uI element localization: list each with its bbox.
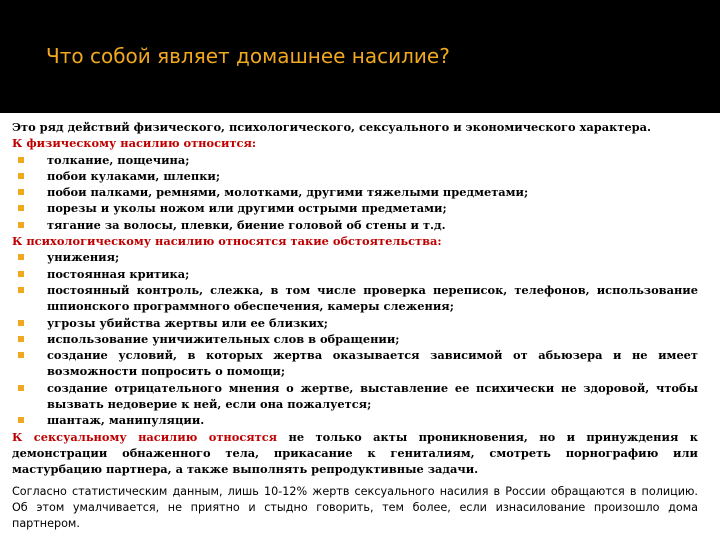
bullet-icon <box>18 173 24 179</box>
psych-heading: К психологическому насилию относятся такие обстоятельства: <box>12 234 442 249</box>
bullet-icon <box>18 205 24 211</box>
bullet-icon <box>18 157 24 163</box>
bullet-icon <box>18 417 24 423</box>
physical-list <box>12 152 698 233</box>
bullet-icon <box>18 352 24 358</box>
sexual-heading: К сексуальному насилию относятся <box>12 429 278 444</box>
list-item: унижения; <box>12 249 698 265</box>
list-item: побои палками, ремнями, молотками, другими тяжелыми предметами; <box>12 184 698 200</box>
bullet-icon <box>18 222 24 228</box>
slide-body <box>12 119 698 532</box>
list-item: порезы и уколы ножом или другими острыми предметами; <box>12 200 698 216</box>
physical-heading: К физическому насилию относится: <box>12 136 257 151</box>
list-item: использование уничижительных слов в обращении; <box>12 331 698 347</box>
bullet-icon <box>18 189 24 195</box>
bullet-icon <box>18 254 24 260</box>
list-item: создание отрицательного мнения о жертве, выставление ее психически не здоровой, чтобы вызвать недоверие к ней, если она пожалуется; <box>12 380 698 413</box>
list-item: угрозы убийства жертвы или ее близких; <box>12 315 698 331</box>
statistics-text: Согласно статистическим данным, лишь 10-12% жертв сексуального насилия в России обращаются в полицию. Об этом умалчивается, не приятно и стыдно говорить, тем более, если изнасилование произошло дома партнером. <box>12 484 698 530</box>
bullet-icon <box>18 320 24 326</box>
sexual-paragraph <box>12 429 698 478</box>
list-item: тягание за волосы, плевки, биение головой об стены и т.д. <box>12 217 698 233</box>
bullet-icon <box>18 271 24 277</box>
sexual-text: не только акты проникновения, но и принуждения к демонстрации обнаженного тела, прикасание к гениталиям, смотреть порнографию или мастурбацию партнера, а также выполнять репродуктивные задачи. <box>12 429 698 477</box>
list-item: постоянный контроль, слежка, в том числе проверка переписок, телефонов, использование шпионского программного обеспечения, камеры слежения; <box>12 282 698 315</box>
bullet-icon <box>18 385 24 391</box>
list-item: побои кулаками, шлепки; <box>12 168 698 184</box>
list-item: постоянная критика; <box>12 266 698 282</box>
intro-text: Это ряд действий физического, психологического, сексуального и экономического характера. <box>12 120 651 134</box>
list-item: создание условий, в которых жертва оказывается зависимой от абьюзера и не имеет возможности попросить о помощи; <box>12 347 698 380</box>
list-item: шантаж, манипуляции. <box>12 412 698 428</box>
slide-title: Что собой являет домашнее насилие? <box>46 44 450 68</box>
bullet-icon <box>18 287 24 293</box>
list-item: толкание, пощечина; <box>12 152 698 168</box>
slide-header <box>0 0 720 113</box>
bullet-icon <box>18 336 24 342</box>
psych-list <box>12 249 698 428</box>
